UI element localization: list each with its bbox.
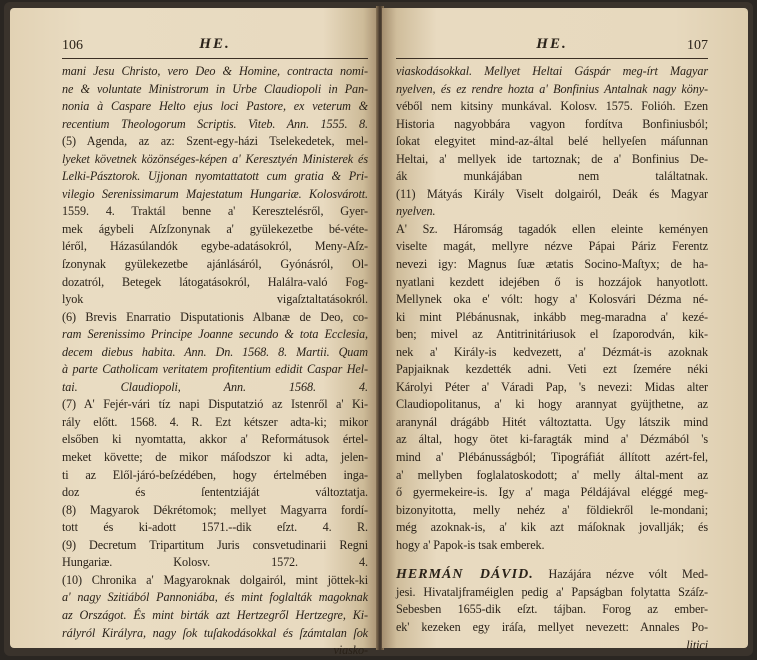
text-line: tott és ki-adott 1571.--dik eſzt. 4. R. xyxy=(62,520,368,535)
text-line: mind a' Plébánusságból; Tipográfiát állított azért-fel, xyxy=(396,450,708,465)
text-line: viselte magát, mellyre nézve Pápai Páriz Ferentz xyxy=(396,239,708,254)
text-line: léről, Házasúlandók egybe-adatásokról, Meny-Aſz- xyxy=(62,239,368,254)
left-page-number: 106 xyxy=(62,38,83,53)
text-line: elsőben ki nyomtatta, akkor a' Reformátusok értel- xyxy=(62,432,368,447)
text-line: tai. Claudiopoli, Ann. 1568. 4. xyxy=(62,379,368,394)
text-line: A' Sz. Háromság tagadók ellen eleinte keményen xyxy=(396,221,708,236)
text-line: az által, hogy ötet ki-faragták mind a' Dézmából 's xyxy=(396,432,708,447)
text-line: (6) Brevis Enarratio Disputationis Albanæ de Deo, co- xyxy=(62,309,368,324)
text-line: viasko- xyxy=(333,643,368,658)
text-line: mek ágybeli Aſzſzonynak a' gyülekezetbe bé-véte- xyxy=(62,221,368,236)
left-running-head: HE. xyxy=(199,36,231,52)
entry-gap xyxy=(396,554,708,566)
text-line: ő gyermekeire-is. Igy a' maga Példájával eléggé meg- xyxy=(396,485,708,500)
text-line: dozatról, Betegek látogatásokról, Halálra-való Fog- xyxy=(62,274,368,289)
text-line: ne & voluntate Ministrorum in Urbe Claudiopoli in Pan- xyxy=(62,81,368,96)
text-line: ben; mivel az Antitrinitáriusok el ſzaporodván, kik- xyxy=(396,327,708,342)
text-line: ſzonynak gyülekezetbe ajánlásáról, Gyónásról, Ol- xyxy=(62,257,368,272)
text-line: ſokat elegyitet mind-az-által belé hellyeſen máſunnan xyxy=(396,134,708,149)
text-line: a' nagy Szitiából Pannoniába, és mint foglalták magoknak xyxy=(62,590,368,605)
open-book xyxy=(4,2,753,656)
text-line: még azoknak-is, a' kik azt máſoknak jovallják; és xyxy=(396,520,708,535)
right-page-number: 107 xyxy=(687,38,708,53)
text-line: viaskodásokkal. Mellyet Heltai Gáspár meg-írt Magyar xyxy=(396,64,708,78)
text-line: Historia nagyobbára vagyon fordítva Bonfiniusból; xyxy=(396,116,708,131)
left-page xyxy=(10,8,378,658)
text-line: nyelven. xyxy=(396,204,436,219)
text-line: doz és ſententziáját változtatja. xyxy=(62,485,368,500)
text-line: rály előtt. 1568. 4. R. Ezt kétszer adta-ki; mikor xyxy=(62,414,368,429)
text-line: decem diebus habita. Ann. Dn. 1568. 8. Martii. Quam xyxy=(62,344,368,359)
text-line: Papjaiknak kezdették adni. Veti ezt ſzemére néki xyxy=(396,362,708,377)
text-line: nonia à Caspare Helto ejus loci Pastore, ex veterum & xyxy=(62,99,368,114)
right-page xyxy=(382,8,748,652)
text-line: nyelven, és ez rendre hozta a' Bonfinius Antalnak nagy köny- xyxy=(396,81,708,96)
text-line: Heltai, a' mellyek ide tartoznak; de a' Bonfinius De- xyxy=(396,151,708,166)
text-line: (5) Agenda, az az: Szent-egy-házi Tselekedetek, mel- xyxy=(62,134,368,149)
text-line: (9) Decretum Tripartitum Juris consvetudinarii Regni xyxy=(62,537,368,552)
text-line: Sebesben 1655-dik eſzt. tájban. Forog az ember- xyxy=(396,602,708,617)
text-line: véből nem kitsiny munkával. Kolosv. 1575. Folióh. Ezen xyxy=(396,99,708,114)
text-line: ák munkájában nem találtatnak. xyxy=(396,169,708,184)
entry-text: Hazájára nézve vólt Med- xyxy=(533,567,708,582)
text-line: nevezi igy: Magnus ſuæ ætatis Socino-Maſtyx; de ha- xyxy=(396,257,708,272)
text-line: Mellynek oka e' vólt: hogy a' Kolosvári Dézma né- xyxy=(396,292,708,307)
entry-herman-david xyxy=(396,566,708,654)
text-line: ek' kezeken egy iráſa, mellyet nevezett: Annales Po- xyxy=(396,619,708,634)
text-line: bizonyitotta, melly nehéz a' földiekről le-mondani; xyxy=(396,502,708,517)
text-line: meket követte; de mikor máſodszor ki adta, jelen- xyxy=(62,450,368,465)
right-page-body xyxy=(396,63,708,554)
text-line: lyok vigaſztaltatásokról. xyxy=(62,292,368,307)
text-line: ti az Elől-járó-beſzédében, hogy értelmében inga- xyxy=(62,467,368,482)
entry-name: HERMÁN DÁVID. xyxy=(396,567,534,583)
right-running-head: HE. xyxy=(536,36,568,52)
text-line: aranynál drágább Hitét változtatta. Ugy látszik mind xyxy=(396,414,708,429)
text-line: (10) Chronika a' Magyaroknak dolgairól, mint jöttek-ki xyxy=(62,572,368,587)
text-line: nek a' Király-is kedvezett, a' Dézmát-is azoknak xyxy=(396,344,708,359)
text-line: lyeket követnek közönséges-képen a' Keresztyén Ministerek és xyxy=(62,151,368,166)
text-line: a' mellyben foglalatoskodott; a' melly által-ment az xyxy=(396,467,708,482)
left-page-body xyxy=(62,63,368,660)
text-line: rályról Királyra, nagy ſok tuſakodásokkal és ſzámtalan ſok xyxy=(62,625,368,640)
text-line: (7) A' Fejér-vári tíz napi Disputatzió az Istenről a' Ki- xyxy=(62,397,368,412)
text-line: recentium Theologorum Scriptis. Viteb. Ann. 1555. 8. xyxy=(62,116,368,131)
text-line: az Országot. És mint birták azt Hertzegről Hertzegre, Ki- xyxy=(62,607,368,622)
text-line: Lelki-Pásztorok. Ujjonan nyomtattatott cum gratia & Pri- xyxy=(62,169,368,184)
text-line: ki mint Plébánusnak, inkább meg-maradna a' kezé- xyxy=(396,309,708,324)
text-line: à parte Catholicam veritatem profitentium edidit Caspar Hel- xyxy=(62,362,368,377)
text-line: vilegio Serenissimarum Majestatum Hungariæ. Kolosvárott. xyxy=(62,186,368,201)
text-line: ram Serenissimo Principe Joanne secundo & tota Ecclesia, xyxy=(62,327,368,342)
entry-first-line xyxy=(396,566,708,584)
text-line: (11) Mátyás Király Viselt dolgairól, Deák és Magyar xyxy=(396,186,708,201)
text-line: 1559. 4. Traktál benne a' Keresztelésről, Gyer- xyxy=(62,204,368,219)
text-line: litici xyxy=(686,637,708,652)
text-line: Hungariæ. Kolosv. 1572. 4. xyxy=(62,555,368,570)
left-page-header xyxy=(62,36,368,59)
text-line: jesi. Hivataljframéiglen pedig a' Papságban folytatta Száſz- xyxy=(396,584,708,599)
text-line: mani Jesu Christo, vero Deo & Homine, contracta nomi- xyxy=(62,64,368,78)
right-page-header xyxy=(396,36,708,59)
text-line: nyatlani kezdett idejében ő is hozzájok hanyotlott. xyxy=(396,274,708,289)
text-line: hogy a' Papok-is tsak emberek. xyxy=(396,537,545,552)
text-line: Claudiopolitanus, a' ki hogy arannyat gyüjthetne, az xyxy=(396,397,708,412)
text-line: (8) Magyarok Dékrétomok; mellyet Magyarra fordí- xyxy=(62,502,368,517)
text-line: Károlyi Péter a' Váradi Pap, 's nevezi: Midas alter xyxy=(396,379,708,394)
